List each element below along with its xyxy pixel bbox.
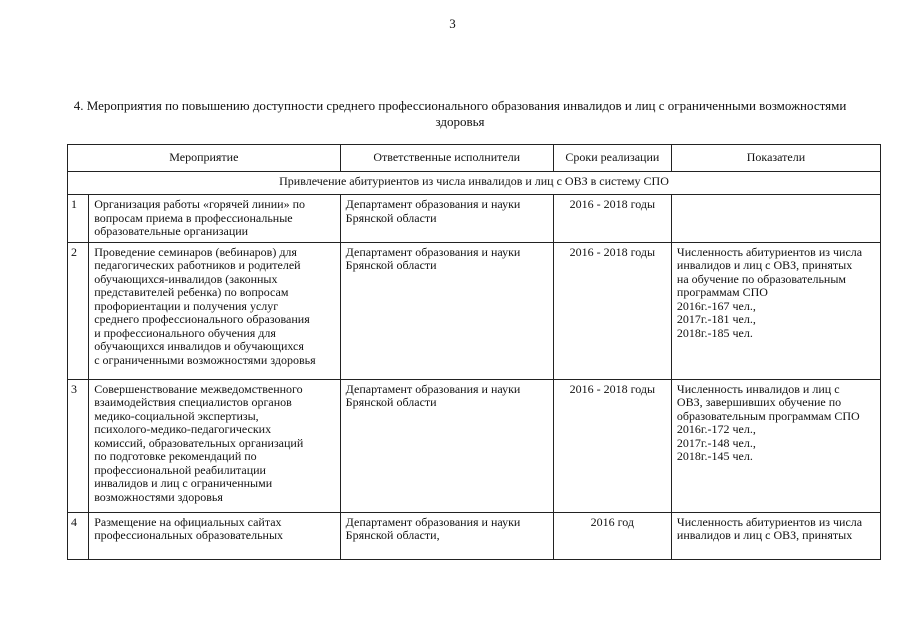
section-title: 4. Мероприятия по повышению доступности среднего профессионального образования инвалидов и лиц с ограниченными возможностями здоровья bbox=[73, 98, 847, 129]
row-executors-text: Департамент образования и науки Брянской области bbox=[345, 244, 521, 272]
row-terms: 2016 - 2018 годы bbox=[553, 242, 671, 379]
row-indicators bbox=[671, 242, 880, 379]
header-executors: Ответственные исполнители bbox=[340, 145, 553, 172]
row-number: 3 bbox=[68, 379, 89, 512]
header-terms: Сроки реализации bbox=[553, 145, 671, 172]
row-terms: 2016 - 2018 годы bbox=[553, 379, 671, 512]
row-executors bbox=[340, 379, 553, 512]
row-activity-text: Организация работы «горячей линии» по вопросам приема в профессиональные образовательные организации bbox=[94, 197, 305, 238]
row-executors bbox=[340, 195, 553, 243]
row-indicators-text: Численность инвалидов и лиц с ОВЗ, завершивших обучение по образовательным программам СПО 2016г.-172 чел., 2017г.-148 чел., 2018г.-145 чел. bbox=[676, 381, 860, 463]
page-number: 3 bbox=[449, 16, 456, 31]
row-indicators-text: Численность абитуриентов из числа инвалидов и лиц с ОВЗ, принятых на обучение по образовательным программам СПО 2016г.-167 чел., 2017г.-181 чел., 2018г.-185 чел. bbox=[676, 244, 863, 340]
row-indicators bbox=[671, 512, 880, 559]
group-title: Привлечение абитуриентов из числа инвалидов и лиц с ОВЗ в систему СПО bbox=[68, 172, 881, 195]
row-executors bbox=[340, 242, 553, 379]
header-activity: Мероприятие bbox=[68, 145, 341, 172]
table-row bbox=[68, 512, 881, 559]
row-terms: 2016 - 2018 годы bbox=[553, 195, 671, 243]
row-number: 4 bbox=[68, 512, 89, 559]
row-number: 2 bbox=[68, 242, 89, 379]
table-header-row bbox=[68, 145, 881, 172]
row-number: 1 bbox=[68, 195, 89, 243]
row-executors-text: Департамент образования и науки Брянской области bbox=[345, 197, 521, 225]
header-indicators: Показатели bbox=[671, 145, 880, 172]
row-activity bbox=[89, 512, 340, 559]
row-activity bbox=[89, 195, 340, 243]
table-row bbox=[68, 242, 881, 379]
group-row bbox=[68, 172, 881, 195]
row-activity-text: Проведение семинаров (вебинаров) для педагогических работников и родителей обучающихся-инвалидов (законных представителей ребенка) по вопросам профориентации и получения услуг среднего профессионального образования и профессионального обучения для обучающихся инвалидов и обучающихся с ограниченными возможностями здоровья bbox=[94, 244, 316, 367]
row-executors bbox=[340, 512, 553, 559]
table-row bbox=[68, 195, 881, 243]
activities-table bbox=[67, 144, 881, 560]
row-activity-text: Совершенствование межведомственного взаимодействия специалистов органов медико-социальной экспертизы, психолого-медико-педагогических комиссий, образовательных организаций по подготовке рекомендаций по профессиональной реабилитации инвалидов и лиц с ограниченными возможностями здоровья bbox=[94, 381, 304, 504]
row-activity bbox=[89, 379, 340, 512]
row-indicators bbox=[671, 195, 880, 243]
row-indicators-text: Численность абитуриентов из числа инвалидов и лиц с ОВЗ, принятых bbox=[676, 514, 863, 542]
row-terms: 2016 год bbox=[553, 512, 671, 559]
row-executors-text: Департамент образования и науки Брянской области bbox=[345, 381, 521, 409]
row-indicators bbox=[671, 379, 880, 512]
table-row bbox=[68, 379, 881, 512]
row-activity bbox=[89, 242, 340, 379]
row-activity-text: Размещение на официальных сайтах профессиональных образовательных bbox=[94, 514, 284, 542]
row-executors-text: Департамент образования и науки Брянской области, bbox=[345, 514, 521, 542]
